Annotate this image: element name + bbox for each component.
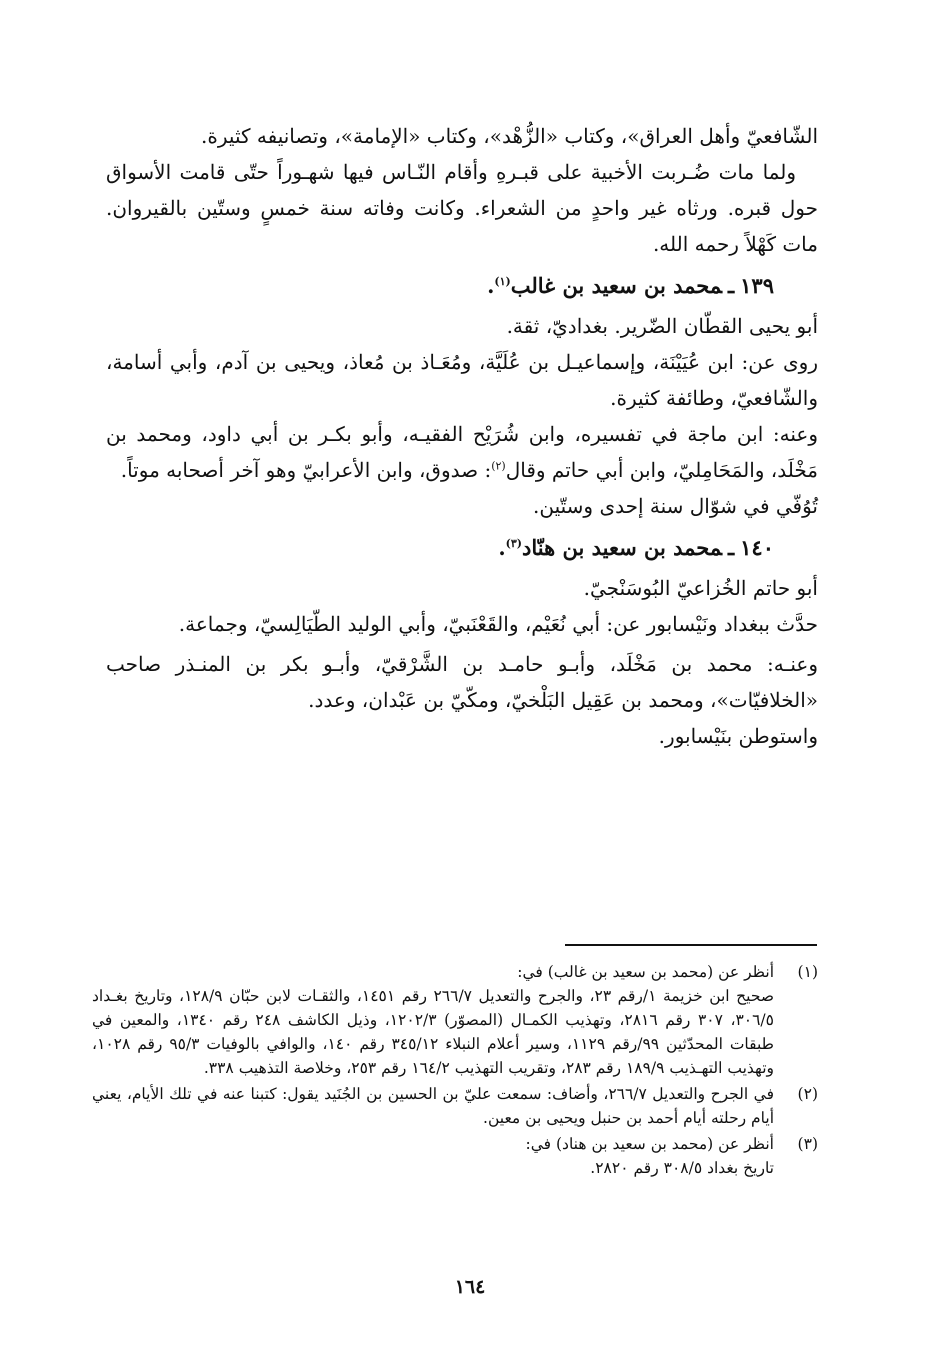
footnote-divider (565, 944, 817, 946)
footnote-body (92, 1082, 774, 1130)
entry-139-line-3-before: وعنه: ابن ماجة في تفسيره، وابن شُرَيْح الفقيـه، وأبو بكـر بن أبي داود، ومحمد بن مَخْلَد، والمَحَامِليّ، وابن أبي حاتم وقال (106, 422, 818, 482)
footnote-body (92, 1132, 774, 1180)
entry-number: ١٤٠ (740, 535, 774, 560)
footnote (92, 1132, 818, 1180)
entry-name: محمد بن سعيد بن هنّاد (521, 535, 722, 560)
paragraph-2: ولما مات ضُـربت الأخبية على قبـرهِ وأقام النّـاس فيها شهـوراً حتّى قامت الأسواق حول قبره. ورثاه غير واحدٍ من الشعراء. وكانت وفاته سنة خمسٍ وستّين بالقيروان. مات كَهْلاً رحمه الله. (106, 160, 818, 256)
entry-heading-139 (106, 268, 818, 304)
entry-number: ١٣٩ (740, 273, 774, 298)
entry-separator: ـ (728, 535, 735, 560)
entry-end: . (487, 273, 495, 298)
footnote (92, 1082, 818, 1130)
footnote-body (92, 960, 774, 1080)
footnotes (92, 960, 818, 1182)
paragraph-1: الشّافعيّ وأهل العراق»، وكتاب «الزُّهْد»، وكتاب «الإمامة»، وتصانيفه كثيرة. (201, 124, 818, 148)
entry-heading-140 (106, 530, 818, 566)
footnote-ref: (١) (494, 275, 511, 288)
entry-name: محمد بن سعيد بن غالب (510, 273, 722, 298)
entry-139-line-4: تُوُفّي في شوّال سنة إحدى وستّين. (533, 494, 818, 518)
footnote-number: (١) (797, 963, 818, 981)
entry-140-line-1: أبو حاتم الخُزاعيّ البُوسَنْجيّ. (583, 576, 818, 600)
main-text (106, 118, 818, 754)
footnote-line: أنظر عن (محمد بن سعيد بن هناد) في: (525, 1135, 774, 1153)
footnote-ref: (٢) (491, 459, 506, 473)
footnote-line: تاريخ بغداد ٣٠٨/٥ رقم ٢٨٢٠. (590, 1159, 774, 1177)
entry-140-line-3: وعنـه: محمد بن مَخْلَد، وأبـو حامـد بن الشَّرْقيّ، وأبـو بكر بن المنـذر صاحب «الخلافيّات»، ومحمد بن عَقِيل البَلْخيّ، ومكّيّ بن عَبْدان، وعدد. (106, 652, 818, 712)
footnote-number: (٢) (797, 1085, 818, 1103)
entry-139-line-2: روى عن: ابن عُيَيْنَة، وإسماعيـل بن عُلَيَّة، ومُعَـاذ بن مُعاذ، ويحيى بن آدم، وأبي أسامة، والشّافعيّ، وطائفة كثيرة. (106, 350, 818, 410)
footnote-ref: (٣) (505, 537, 522, 550)
footnote-number: (٣) (797, 1135, 818, 1153)
entry-139-line-1: أبو يحيى القطّان الضّرير. بغداديّ، ثقة. (506, 314, 818, 338)
footnote-line: صحيح ابن خزيمة ١/رقم ٢٣، والجرح والتعديل ٢٦٦/٧ رقم ١٤٥١، والثقـات لابن حبّان ١٢٨/٩، وتاريخ بغـداد ٣٠٦/٥، ٣٠٧ رقم ٢٨١٦، وتهذيب الكمـال (المصوّر) ١٢٠٢/٣، وذيل الكاشف ٢٤٨ رقم ١٣٤٠، والمعين في طبقات المحدّثين ٩٩/رقم ١١٢٩، وسير أعلام النبلاء ٣٤٥/١٢ رقم ١٤٠، والوافي بالوفيات ٩٥/٣ رقم ١٠٢٨، وتهذيب التهـذيب ١٨٩/٩ رقم ٢٨٣، وتقريب التهذيب ١٦٤/٢ رقم ٢٥٣، وخلاصة التذهيب ٣٣٨. (92, 987, 774, 1077)
entry-139-line-3-after: : صدوق، وابن الأعرابيّ وهو آخر أصحابه موتاً. (120, 458, 492, 482)
entry-separator: ـ (728, 273, 735, 298)
entry-end: . (498, 535, 506, 560)
footnote-line: في الجرح والتعديل ٢٦٦/٧، وأضاف: سمعت عليّ بن الحسين بن الجُنَيد يقول: كتبنا عنه في تلك الأيام، يعني أيام رحلته أيام أحمد بن حنبل ويحيى بن معين. (92, 1085, 774, 1127)
footnote-line: أنظر عن (محمد بن سعيد بن غالب) في: (517, 963, 774, 981)
footnote (92, 960, 818, 1080)
entry-140-line-2: حدَّث ببغداد ونَيْسابور عن: أبي نُعَيْم، والقَعْنَبيّ، وأبي الوليد الطّيَالِسيّ، وجماعة. (178, 612, 818, 636)
entry-140-line-4: واستوطن بنَيْسابور. (658, 724, 818, 748)
page-number: ١٦٤ (454, 1276, 486, 1298)
entry-139-line-3 (106, 416, 818, 488)
